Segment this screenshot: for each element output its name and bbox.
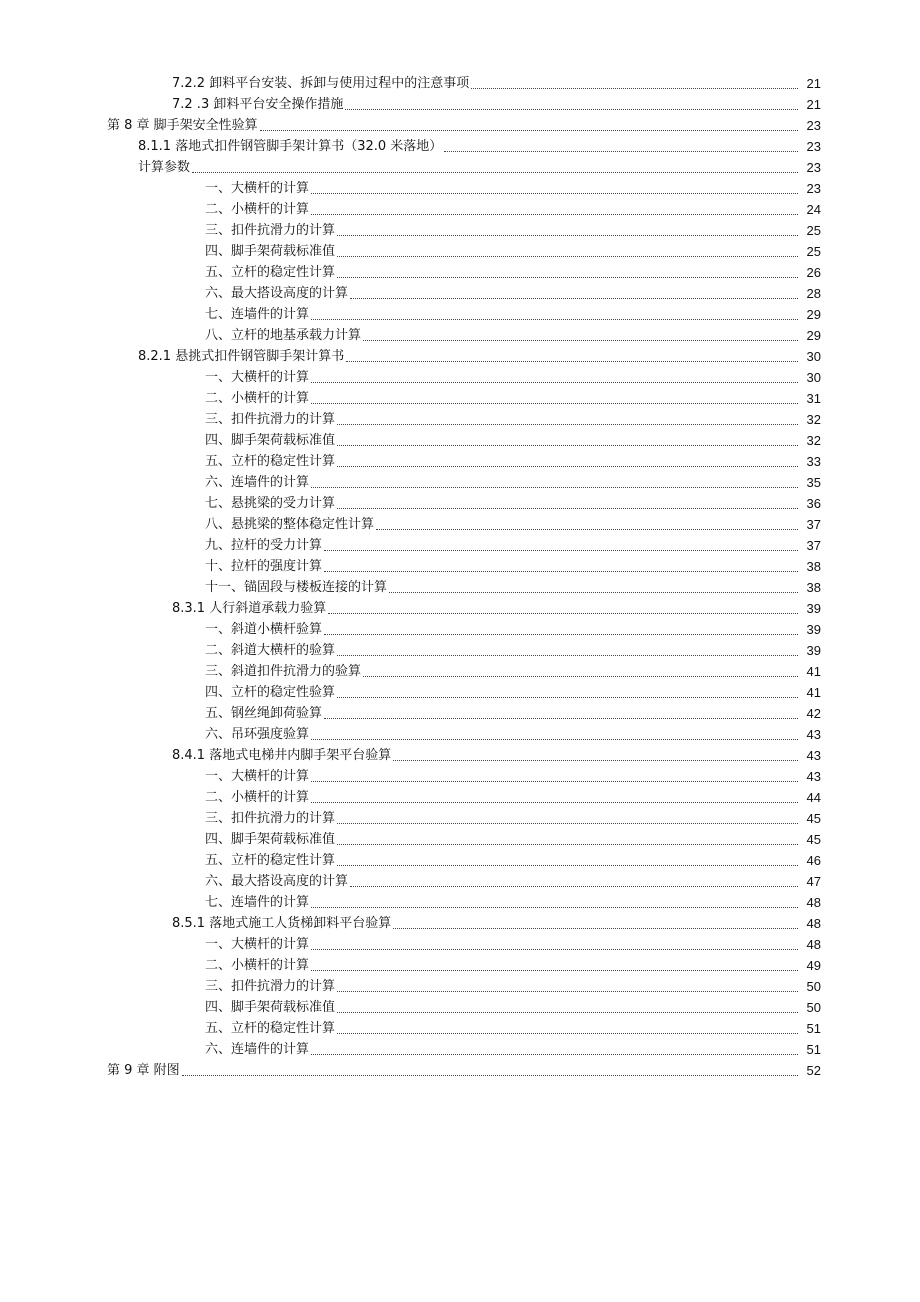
toc-entry-title: 二、小横杆的计算 — [205, 391, 310, 406]
dot-leader — [337, 864, 798, 866]
dot-leader — [337, 843, 798, 845]
dot-leader — [363, 675, 798, 677]
dot-leader — [192, 171, 798, 173]
dot-leader — [311, 402, 798, 404]
toc-entry-title: 第 9 章 附图 — [107, 1063, 180, 1078]
toc-entry-title: 六、吊环强度验算 — [205, 727, 310, 742]
dot-leader — [345, 108, 798, 110]
toc-entry-page-number: 43 — [806, 769, 821, 784]
toc-entry-page-number: 52 — [806, 1063, 821, 1078]
dot-leader — [337, 507, 798, 509]
toc-entry-page-number: 39 — [806, 643, 821, 658]
toc-entry[interactable] — [0, 1037, 920, 1058]
toc-entry-title: 四、脚手架荷载标准值 — [205, 244, 336, 259]
toc-entry-title: 十、拉杆的强度计算 — [205, 559, 323, 574]
dot-leader — [471, 87, 798, 89]
dot-leader — [337, 255, 798, 257]
toc-entry-page-number: 33 — [806, 454, 821, 469]
toc-entry[interactable] — [0, 218, 920, 239]
dot-leader — [337, 696, 798, 698]
toc-entry-page-number: 42 — [806, 706, 821, 721]
toc-entry-title: 四、立杆的稳定性验算 — [205, 685, 336, 700]
toc-entry-title: 8.2.1 悬挑式扣件钢管脚手架计算书 — [138, 349, 345, 364]
toc-entry-title: 二、小横杆的计算 — [205, 958, 310, 973]
toc-entry-page-number: 28 — [806, 286, 821, 301]
dot-leader — [311, 906, 798, 908]
toc-entry-page-number: 26 — [806, 265, 821, 280]
toc-entry[interactable] — [0, 512, 920, 533]
toc-entry-page-number: 31 — [806, 391, 821, 406]
toc-entry-title: 二、小横杆的计算 — [205, 790, 310, 805]
toc-entry[interactable] — [0, 596, 920, 617]
dot-leader — [311, 381, 798, 383]
dot-leader — [363, 339, 798, 341]
toc-entry-page-number: 36 — [806, 496, 821, 511]
toc-entry-title: 一、大横杆的计算 — [205, 937, 310, 952]
toc-entry-page-number: 51 — [806, 1021, 821, 1036]
toc-entry-title: 一、大横杆的计算 — [205, 181, 310, 196]
toc-entry-title: 7.2 .3 卸料平台安全操作措施 — [172, 97, 344, 112]
toc-entry-title: 四、脚手架荷载标准值 — [205, 832, 336, 847]
toc-entry[interactable] — [0, 260, 920, 281]
toc-entry[interactable] — [0, 806, 920, 827]
toc-entry[interactable] — [0, 785, 920, 806]
toc-entry[interactable] — [0, 365, 920, 386]
toc-entry-page-number: 46 — [806, 853, 821, 868]
toc-entry-page-number: 49 — [806, 958, 821, 973]
toc-entry-page-number: 39 — [806, 622, 821, 637]
toc-entry-title: 二、斜道大横杆的验算 — [205, 643, 336, 658]
dot-leader — [311, 192, 798, 194]
toc-entry-title: 一、斜道小横杆验算 — [205, 622, 323, 637]
toc-entry[interactable] — [0, 491, 920, 512]
dot-leader — [337, 423, 798, 425]
toc-entry-title: 六、连墙件的计算 — [205, 475, 310, 490]
toc-entry-title: 三、扣件抗滑力的计算 — [205, 412, 336, 427]
dot-leader — [337, 822, 798, 824]
dot-leader — [311, 486, 798, 488]
toc-entry[interactable] — [0, 1058, 920, 1079]
dot-leader — [311, 213, 798, 215]
toc-entry-page-number: 41 — [806, 664, 821, 679]
toc-entry[interactable] — [0, 197, 920, 218]
toc-entry-page-number: 23 — [806, 118, 821, 133]
toc-entry-page-number: 48 — [806, 937, 821, 952]
dot-leader — [182, 1074, 798, 1076]
dot-leader — [337, 234, 798, 236]
toc-entry-title: 七、连墙件的计算 — [205, 895, 310, 910]
toc-entry-page-number: 51 — [806, 1042, 821, 1057]
toc-entry-title: 8.4.1 落地式电梯井内脚手架平台验算 — [172, 748, 392, 763]
toc-entry-page-number: 32 — [806, 412, 821, 427]
toc-entry-page-number: 30 — [806, 370, 821, 385]
toc-entry[interactable] — [0, 659, 920, 680]
toc-entry[interactable] — [0, 281, 920, 302]
dot-leader — [311, 969, 798, 971]
dot-leader — [324, 633, 798, 635]
toc-entry[interactable] — [0, 848, 920, 869]
toc-entry-page-number: 29 — [806, 307, 821, 322]
toc-entry-page-number: 48 — [806, 895, 821, 910]
dot-leader — [311, 780, 798, 782]
toc-entry[interactable] — [0, 869, 920, 890]
dot-leader — [311, 801, 798, 803]
toc-entry-title: 七、连墙件的计算 — [205, 307, 310, 322]
dot-leader — [393, 927, 798, 929]
dot-leader — [376, 528, 798, 530]
toc-entry[interactable] — [0, 974, 920, 995]
toc-entry-page-number: 25 — [806, 244, 821, 259]
toc-entry[interactable] — [0, 239, 920, 260]
toc-entry[interactable] — [0, 827, 920, 848]
toc-entry-title: 五、钢丝绳卸荷验算 — [205, 706, 323, 721]
toc-entry[interactable] — [0, 743, 920, 764]
toc-entry[interactable] — [0, 932, 920, 953]
toc-entry[interactable] — [0, 134, 920, 155]
toc-entry-page-number: 38 — [806, 580, 821, 595]
toc-entry-title: 三、斜道扣件抗滑力的验算 — [205, 664, 362, 679]
toc-entry[interactable] — [0, 302, 920, 323]
toc-entry-page-number: 50 — [806, 979, 821, 994]
toc-entry-title: 八、立杆的地基承载力计算 — [205, 328, 362, 343]
toc-entry-page-number: 37 — [806, 517, 821, 532]
toc-entry-page-number: 45 — [806, 811, 821, 826]
toc-entry[interactable] — [0, 680, 920, 701]
toc-entry-page-number: 24 — [806, 202, 821, 217]
dot-leader — [260, 129, 798, 131]
toc-entry-title: 三、扣件抗滑力的计算 — [205, 811, 336, 826]
table-of-contents — [0, 71, 920, 1079]
toc-entry[interactable] — [0, 323, 920, 344]
toc-entry-page-number: 43 — [806, 727, 821, 742]
dot-leader — [324, 717, 798, 719]
toc-entry-page-number: 35 — [806, 475, 821, 490]
toc-entry-page-number: 39 — [806, 601, 821, 616]
toc-entry-page-number: 30 — [806, 349, 821, 364]
toc-entry-title: 三、扣件抗滑力的计算 — [205, 223, 336, 238]
toc-entry[interactable] — [0, 911, 920, 932]
toc-entry-page-number: 37 — [806, 538, 821, 553]
toc-entry[interactable] — [0, 1016, 920, 1037]
toc-entry[interactable] — [0, 890, 920, 911]
toc-entry[interactable] — [0, 617, 920, 638]
dot-leader — [311, 1053, 798, 1055]
toc-entry[interactable] — [0, 344, 920, 365]
toc-entry-title: 一、大横杆的计算 — [205, 370, 310, 385]
toc-entry-page-number: 50 — [806, 1000, 821, 1015]
toc-entry[interactable] — [0, 470, 920, 491]
toc-entry-title: 五、立杆的稳定性计算 — [205, 1021, 336, 1036]
toc-entry-title: 五、立杆的稳定性计算 — [205, 454, 336, 469]
toc-entry-title: 十一、锚固段与楼板连接的计算 — [205, 580, 388, 595]
dot-leader — [337, 276, 798, 278]
toc-entry-title: 四、脚手架荷载标准值 — [205, 1000, 336, 1015]
toc-entry-title: 五、立杆的稳定性计算 — [205, 853, 336, 868]
toc-entry[interactable] — [0, 554, 920, 575]
toc-entry-page-number: 29 — [806, 328, 821, 343]
dot-leader — [324, 570, 798, 572]
toc-entry-title: 二、小横杆的计算 — [205, 202, 310, 217]
toc-entry-title: 8.1.1 落地式扣件钢管脚手架计算书（32.0 米落地） — [138, 139, 443, 154]
toc-entry-title: 四、脚手架荷载标准值 — [205, 433, 336, 448]
dot-leader — [393, 759, 798, 761]
dot-leader — [337, 444, 798, 446]
toc-entry-title: 7.2.2 卸料平台安装、拆卸与使用过程中的注意事项 — [172, 76, 470, 91]
toc-entry-page-number: 23 — [806, 160, 821, 175]
toc-entry-title: 七、悬挑梁的受力计算 — [205, 496, 336, 511]
dot-leader — [346, 360, 798, 362]
toc-entry[interactable] — [0, 407, 920, 428]
dot-leader — [311, 738, 798, 740]
toc-entry[interactable] — [0, 722, 920, 743]
dot-leader — [350, 297, 798, 299]
toc-entry-page-number: 44 — [806, 790, 821, 805]
dot-leader — [311, 318, 798, 320]
toc-entry-title: 8.5.1 落地式施工人货梯卸料平台验算 — [172, 916, 392, 931]
toc-entry[interactable] — [0, 953, 920, 974]
dot-leader — [350, 885, 798, 887]
toc-entry-page-number: 21 — [806, 97, 821, 112]
toc-entry[interactable] — [0, 995, 920, 1016]
toc-entry-title: 五、立杆的稳定性计算 — [205, 265, 336, 280]
toc-entry-page-number: 32 — [806, 433, 821, 448]
toc-entry-page-number: 23 — [806, 139, 821, 154]
toc-entry-title: 八、悬挑梁的整体稳定性计算 — [205, 517, 375, 532]
toc-entry-title: 九、拉杆的受力计算 — [205, 538, 323, 553]
dot-leader — [389, 591, 798, 593]
toc-entry-page-number: 45 — [806, 832, 821, 847]
toc-entry[interactable] — [0, 428, 920, 449]
toc-entry[interactable] — [0, 92, 920, 113]
dot-leader — [324, 549, 798, 551]
toc-entry-title: 计算参数 — [138, 160, 191, 175]
dot-leader — [337, 654, 798, 656]
toc-entry[interactable] — [0, 155, 920, 176]
toc-entry-title: 六、最大搭设高度的计算 — [205, 286, 349, 301]
toc-entry-page-number: 23 — [806, 181, 821, 196]
toc-entry[interactable] — [0, 113, 920, 134]
toc-entry-page-number: 21 — [806, 76, 821, 91]
toc-entry-page-number: 48 — [806, 916, 821, 931]
toc-entry[interactable] — [0, 449, 920, 470]
toc-entry[interactable] — [0, 575, 920, 596]
dot-leader — [328, 612, 798, 614]
dot-leader — [337, 990, 798, 992]
toc-entry[interactable] — [0, 638, 920, 659]
toc-entry-title: 8.3.1 人行斜道承载力验算 — [172, 601, 327, 616]
toc-entry-title: 第 8 章 脚手架安全性验算 — [107, 118, 258, 133]
toc-entry[interactable] — [0, 386, 920, 407]
toc-entry[interactable] — [0, 701, 920, 722]
toc-entry-page-number: 43 — [806, 748, 821, 763]
toc-entry-title: 三、扣件抗滑力的计算 — [205, 979, 336, 994]
toc-entry-page-number: 41 — [806, 685, 821, 700]
toc-entry-title: 六、最大搭设高度的计算 — [205, 874, 349, 889]
dot-leader — [444, 150, 798, 152]
toc-entry-title: 六、连墙件的计算 — [205, 1042, 310, 1057]
toc-entry-title: 一、大横杆的计算 — [205, 769, 310, 784]
toc-entry-page-number: 47 — [806, 874, 821, 889]
toc-entry[interactable] — [0, 533, 920, 554]
dot-leader — [311, 948, 798, 950]
toc-entry[interactable] — [0, 764, 920, 785]
dot-leader — [337, 1032, 798, 1034]
toc-entry-page-number: 38 — [806, 559, 821, 574]
toc-entry-page-number: 25 — [806, 223, 821, 238]
toc-entry[interactable] — [0, 176, 920, 197]
dot-leader — [337, 1011, 798, 1013]
toc-entry[interactable] — [0, 71, 920, 92]
dot-leader — [337, 465, 798, 467]
